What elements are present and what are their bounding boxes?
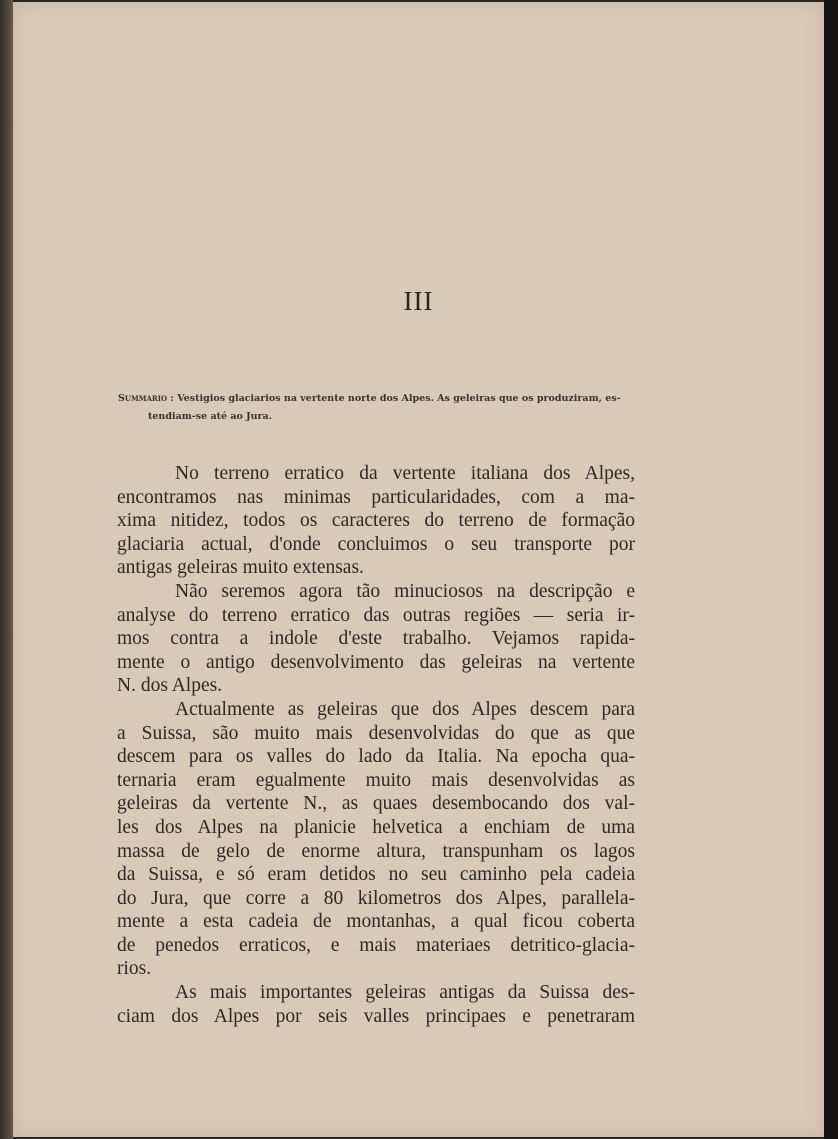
document-page [13,2,824,1137]
paragraph-line: N. dos Alpes. [117,675,223,697]
paragraph-line: do Jura, que corre a 80 kilometros dos Alpes, parallela- [117,887,635,909]
paragraph-line: da Suissa, e só eram detidos no seu caminho pela cadeia [117,864,635,886]
paragraph-line: mos contra a indole d'este trabalho. Vejamos rapida- [117,628,635,650]
paragraph-line: rios. [117,958,152,980]
paragraph-line: xima nitidez, todos os caracteres do terreno de formação [117,510,635,532]
paragraph-line: descem para os valles do lado da Italia. Na epocha qua- [117,746,635,768]
paragraph-line: glaciaria actual, d'onde concluimos o seu transporte por [117,533,635,555]
paragraph-line: Actualmente as geleiras que dos Alpes descem para [175,698,635,720]
paragraph-line: massa de gelo de enorme altura, transpunham os lagos [117,840,635,862]
summary-line [118,390,630,408]
book-gutter-edge [0,0,13,1139]
paragraph-line: encontramos nas minimas particularidades, com a ma- [117,486,635,508]
paragraph-line: mente o antigo desenvolvimento das geleiras na vertente [117,651,635,673]
paragraph-line: ciam dos Alpes por seis valles principaes e penetraram [117,1005,635,1027]
chapter-number: III [403,286,434,316]
paragraph-line: antigas geleiras muito extensas. [117,557,364,579]
chapter-summary [118,390,630,426]
summary-label: Summario : [118,393,174,404]
paragraph-line: de penedos erraticos, e mais materiaes detritico-glacia- [117,934,635,956]
paragraph-line: ternaria eram egualmente muito mais desenvolvidas as [117,769,635,791]
summary-text-1: Vestigios glaciarios na vertente norte dos Alpes. As geleiras que os produziram, es- [177,393,621,404]
paragraph-line: Não seremos agora tão minuciosos na descripção e [175,580,635,602]
scan-border [824,0,838,1139]
paragraph-line: No terreno erratico da vertente italiana dos Alpes, [175,463,635,484]
paragraph-line: a Suissa, são muito mais desenvolvidas do que as que [117,722,635,744]
paragraph-line: analyse do terreno erratico das outras regiões — seria ir- [117,604,635,626]
paragraph-line: les dos Alpes na planicie helvetica a enchiam de uma [117,816,635,838]
paragraph-line: geleiras da vertente N., as quaes desembocando dos val- [117,793,635,815]
paragraph-line: As mais importantes geleiras antigas da Suissa des- [175,982,635,1004]
summary-line: tendiam-se até ao Jura. [148,411,273,422]
paragraph-line: mente a esta cadeia de montanhas, a qual ficou coberta [117,911,635,933]
body-text [117,462,635,1028]
